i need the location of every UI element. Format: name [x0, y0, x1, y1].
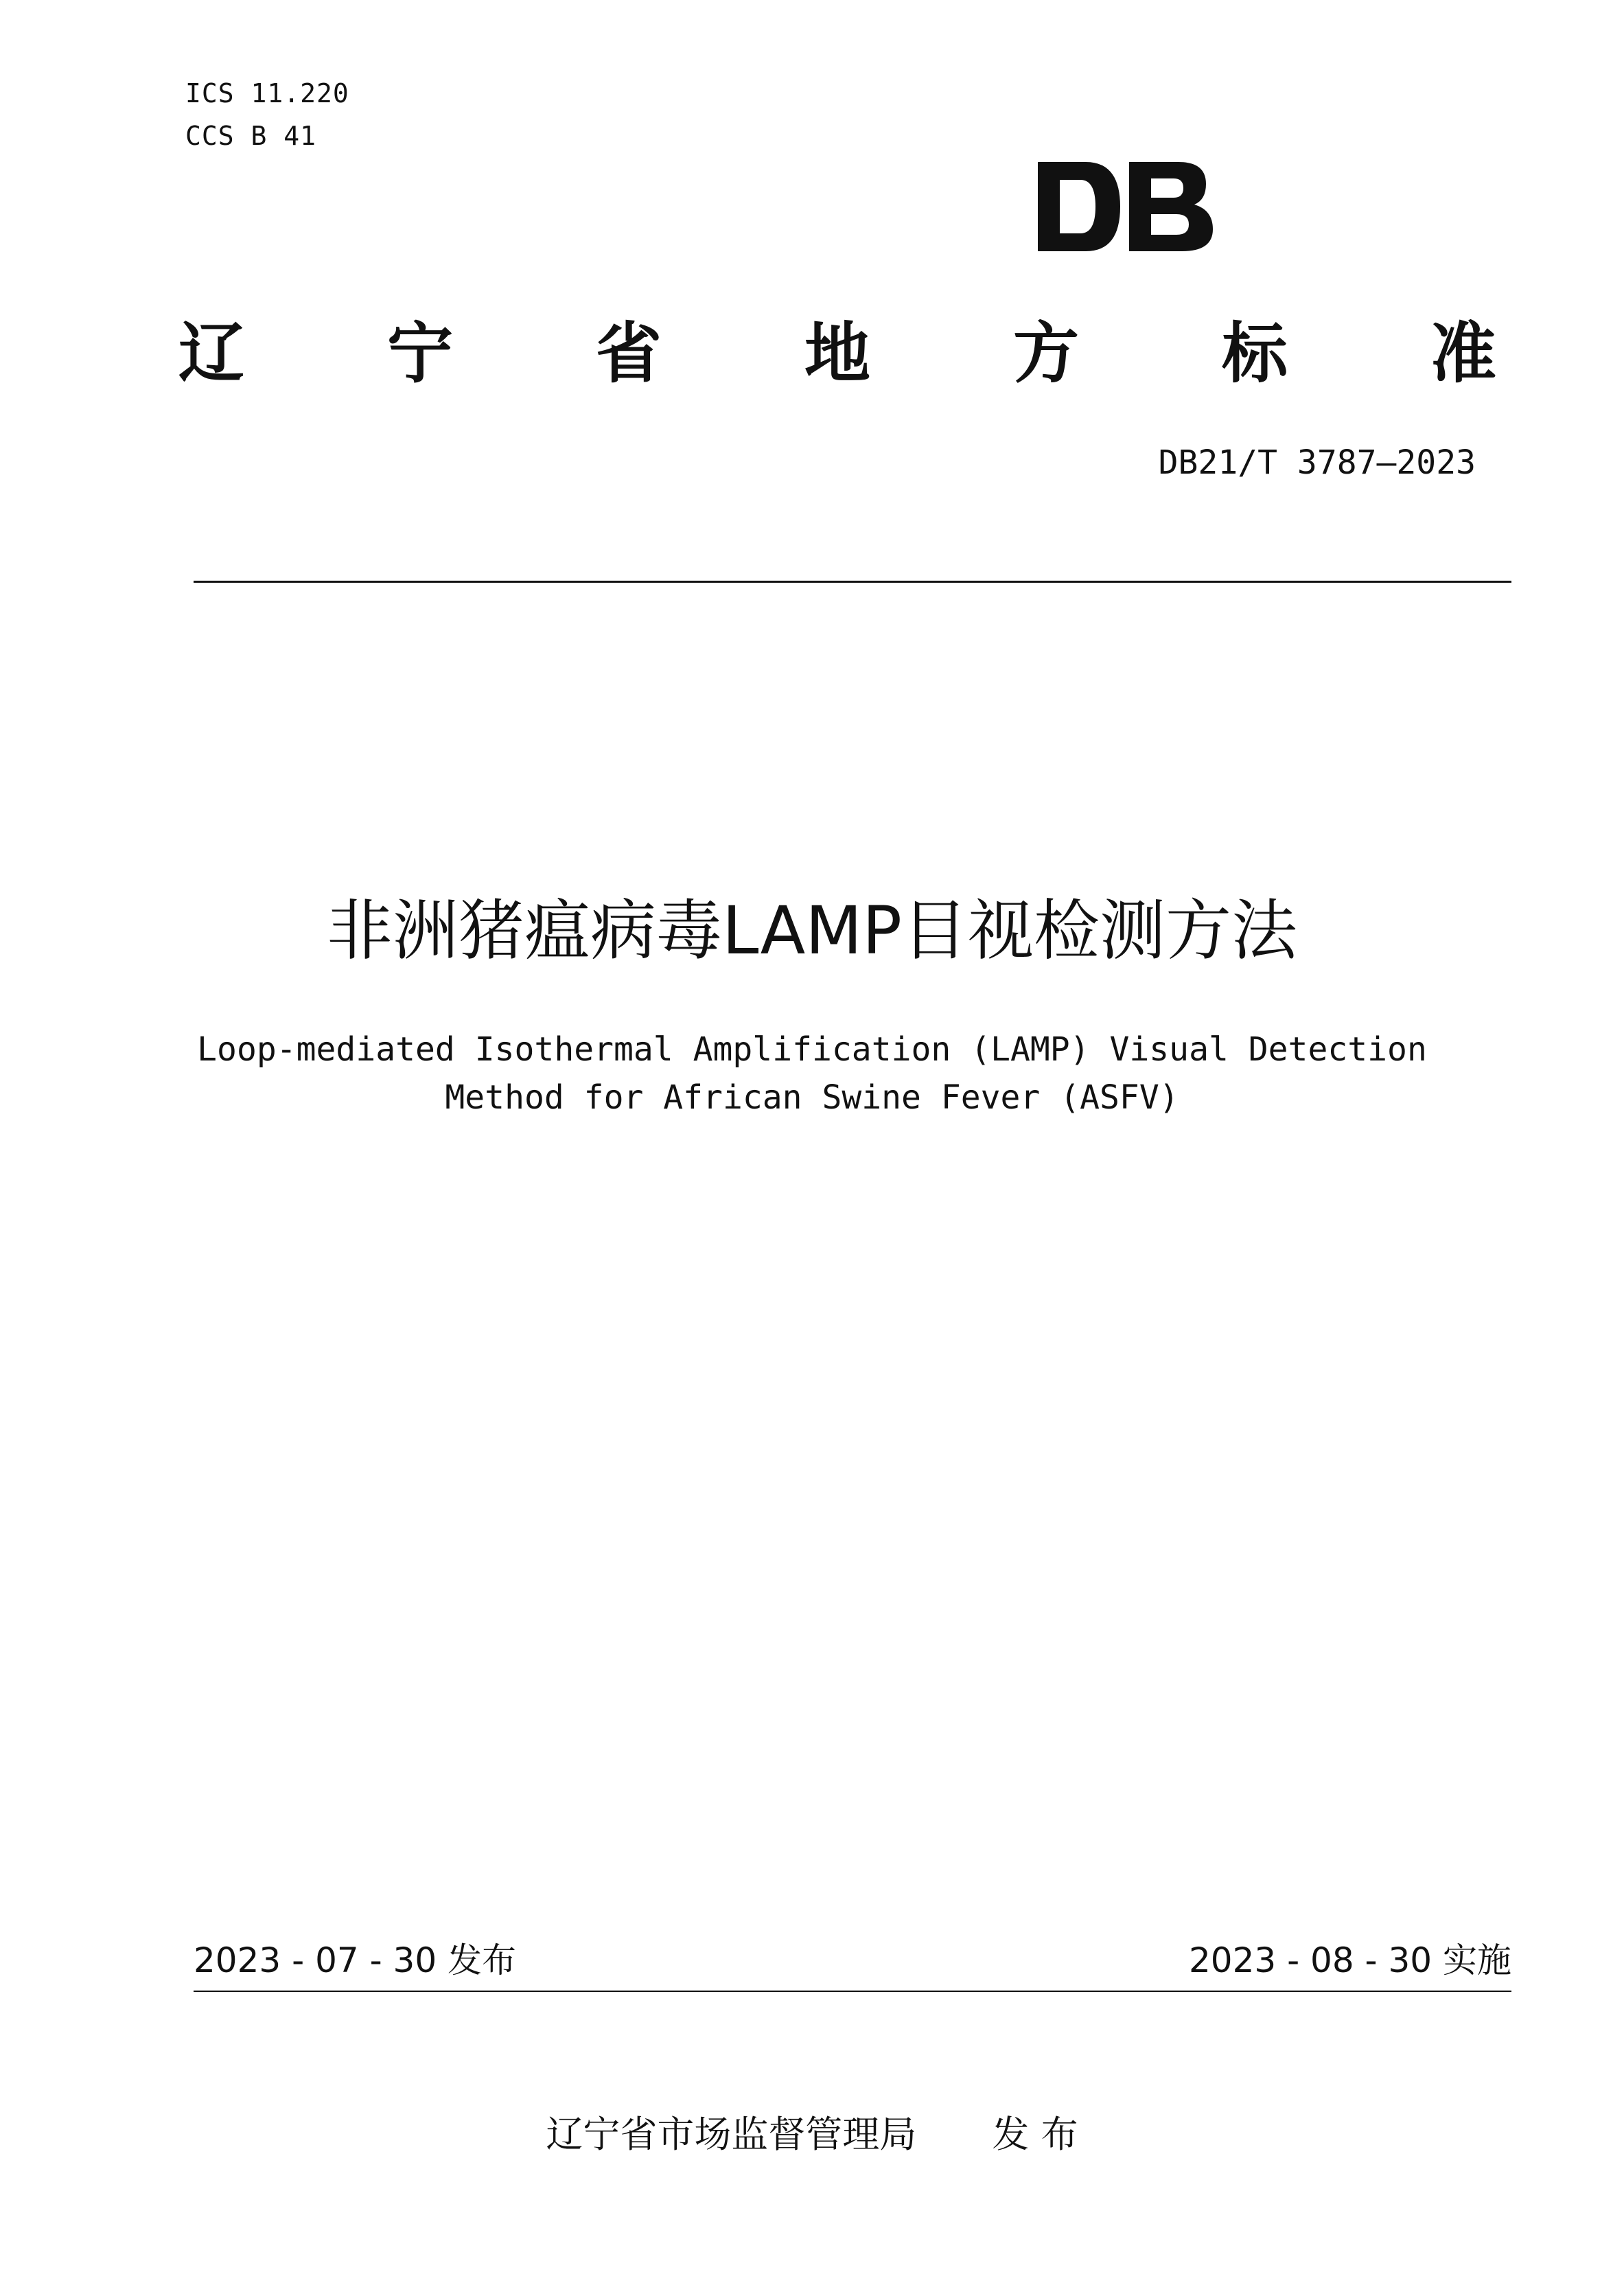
standard-type-char: 宁 — [387, 315, 453, 392]
publisher-name: 辽宁省市场监督管理局 — [546, 2113, 917, 2156]
document-title-en-line: Method for African Swine Fever (ASFV) — [445, 1078, 1179, 1117]
document-title-zh: 非洲猪瘟病毒LAMP目视检测方法 — [326, 892, 1298, 969]
standard-type-char: 方 — [1013, 315, 1079, 392]
standard-type-char: 标 — [1222, 315, 1288, 392]
top-divider — [194, 581, 1511, 583]
standard-type-char: 准 — [1430, 315, 1496, 392]
db-logo — [1038, 162, 1213, 251]
standard-type-char: 省 — [596, 315, 662, 392]
publisher-action: 发 布 — [992, 2113, 1078, 2156]
bottom-divider — [194, 1991, 1511, 1992]
issue-date: 2023 - 07 - 30 发布 — [194, 1940, 517, 1980]
implementation-date: 2023 - 08 - 30 实施 — [1188, 1940, 1511, 1980]
ics-code: ICS 11.220 — [185, 78, 349, 108]
standard-number: DB21/T 3787—2023 — [1158, 443, 1476, 482]
standard-type-char: 地 — [804, 315, 870, 392]
standard-type-char: 辽 — [178, 315, 244, 392]
ccs-code: CCS B 41 — [185, 121, 317, 151]
document-title-en-line: Loop-mediated Isothermal Amplification (LAMP) Visual Detection — [197, 1030, 1427, 1069]
publisher — [0, 2113, 1624, 2157]
standard-type-title — [178, 316, 1496, 391]
